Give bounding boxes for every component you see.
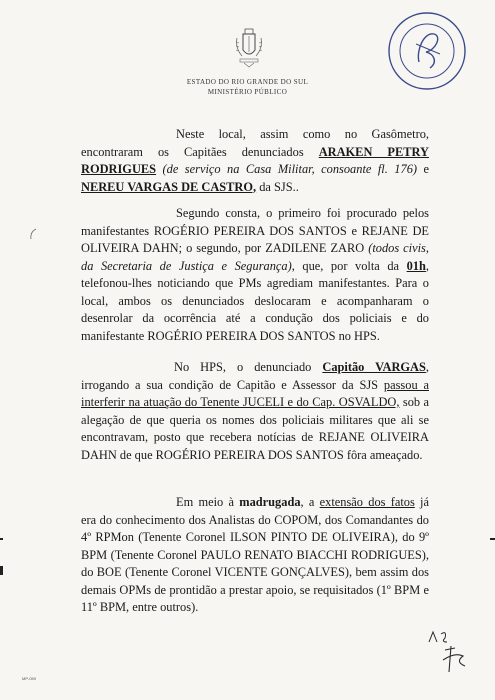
paragraph-4 bbox=[81, 494, 429, 617]
header-state: ESTADO DO RIO GRANDE DO SUL bbox=[186, 78, 309, 86]
p4-madrugada: madrugada bbox=[239, 495, 301, 509]
coat-of-arms-icon bbox=[234, 28, 264, 68]
p2-text-2: , que, por volta da bbox=[291, 258, 407, 273]
header-ministry: MINISTÉRIO PÚBLICO bbox=[207, 88, 288, 96]
p3-text-3: sob a alegação de que queria os nomes dos policiais militares que ali se encontravam, posto que recebera notícias de REJANE OLIVEIRA DAHN de que ROGÉRIO PEREIRA DOS SANTOS fôra ameaçado. bbox=[81, 395, 429, 462]
p3-text-1: No HPS, o denunciado bbox=[174, 360, 323, 374]
court-stamp bbox=[386, 10, 468, 92]
p3-underlined: passou a interferir na atuação do Tenente JUCELI e do Cap. OSVALDO, bbox=[81, 377, 429, 409]
scan-margin-mark bbox=[0, 538, 3, 540]
scan-margin-mark bbox=[490, 538, 495, 540]
scan-margin-mark bbox=[0, 566, 3, 575]
p4-text-3: já era do conhecimento dos Analistas do COPOM, dos Comandantes do 4º RPMon (Tenente Coronel ILSON PINTO DE OLIVEIRA), do 9º BPM (Tenente Coronel PAULO RENATO BIACCHI RODRIGUES), do BOE (Tenente Coronel VICENTE GONÇALVES), bem assim dos demais OPMs de prontidão a prestar apoio, se requisitados (1º BPM e 11º BPM, entre outros). bbox=[81, 495, 429, 614]
p4-text-2: , a bbox=[300, 495, 320, 509]
p1-text-4: da SJS.. bbox=[256, 179, 299, 194]
p4-underlined: extensão dos fatos bbox=[319, 495, 415, 509]
paragraph-3 bbox=[81, 359, 429, 464]
p1-text-1: Neste local, assim como no Gasômetro, encontraram os Capitães denunciados bbox=[81, 127, 429, 159]
p2-time: 01h bbox=[406, 258, 426, 273]
p1-name-araken: ARAKEN PETRY RODRIGUES bbox=[81, 144, 429, 176]
p2-text-1: Segundo consta, o primeiro foi procurado pelos manifestantes ROGÉRIO PEREIRA DOS SANTOS e REJANE DE OLIVEIRA DAHN; o segundo, por ZADILENE ZARO bbox=[81, 206, 429, 255]
p2-italic-note: (todos civis, da Secretaria de Justiça e Segurança) bbox=[81, 241, 429, 273]
p3-text-2: , irrogando a sua condição de Capitão e Assessor da SJS bbox=[81, 360, 429, 392]
p3-capitao-vargas: Capitão VARGAS bbox=[322, 360, 426, 374]
p4-text-1: Em meio à bbox=[176, 495, 240, 509]
p1-italic-note: (de serviço na Casa Militar, consoante fl. 176) bbox=[162, 162, 418, 176]
margin-mark-icon bbox=[28, 228, 38, 240]
form-code: MP-059 bbox=[22, 676, 37, 681]
p1-name-nereu: NEREU VARGAS DE CASTRO, bbox=[81, 179, 257, 194]
p1-text-3: e bbox=[417, 162, 429, 176]
paragraph-2 bbox=[81, 205, 429, 345]
p2-text-3: , telefonou-lhes noticiando que PMs agrediam manifestantes. Para o local, ambos os denunciados deslocaram e acompanharam o desenrolar da ocorrência até a condução dos policiais e do manifestante ROGÉRIO PEREIRA DOS SANTOS no HPS. bbox=[81, 258, 429, 343]
paragraph-1 bbox=[81, 126, 429, 196]
handwritten-signature bbox=[425, 626, 475, 676]
